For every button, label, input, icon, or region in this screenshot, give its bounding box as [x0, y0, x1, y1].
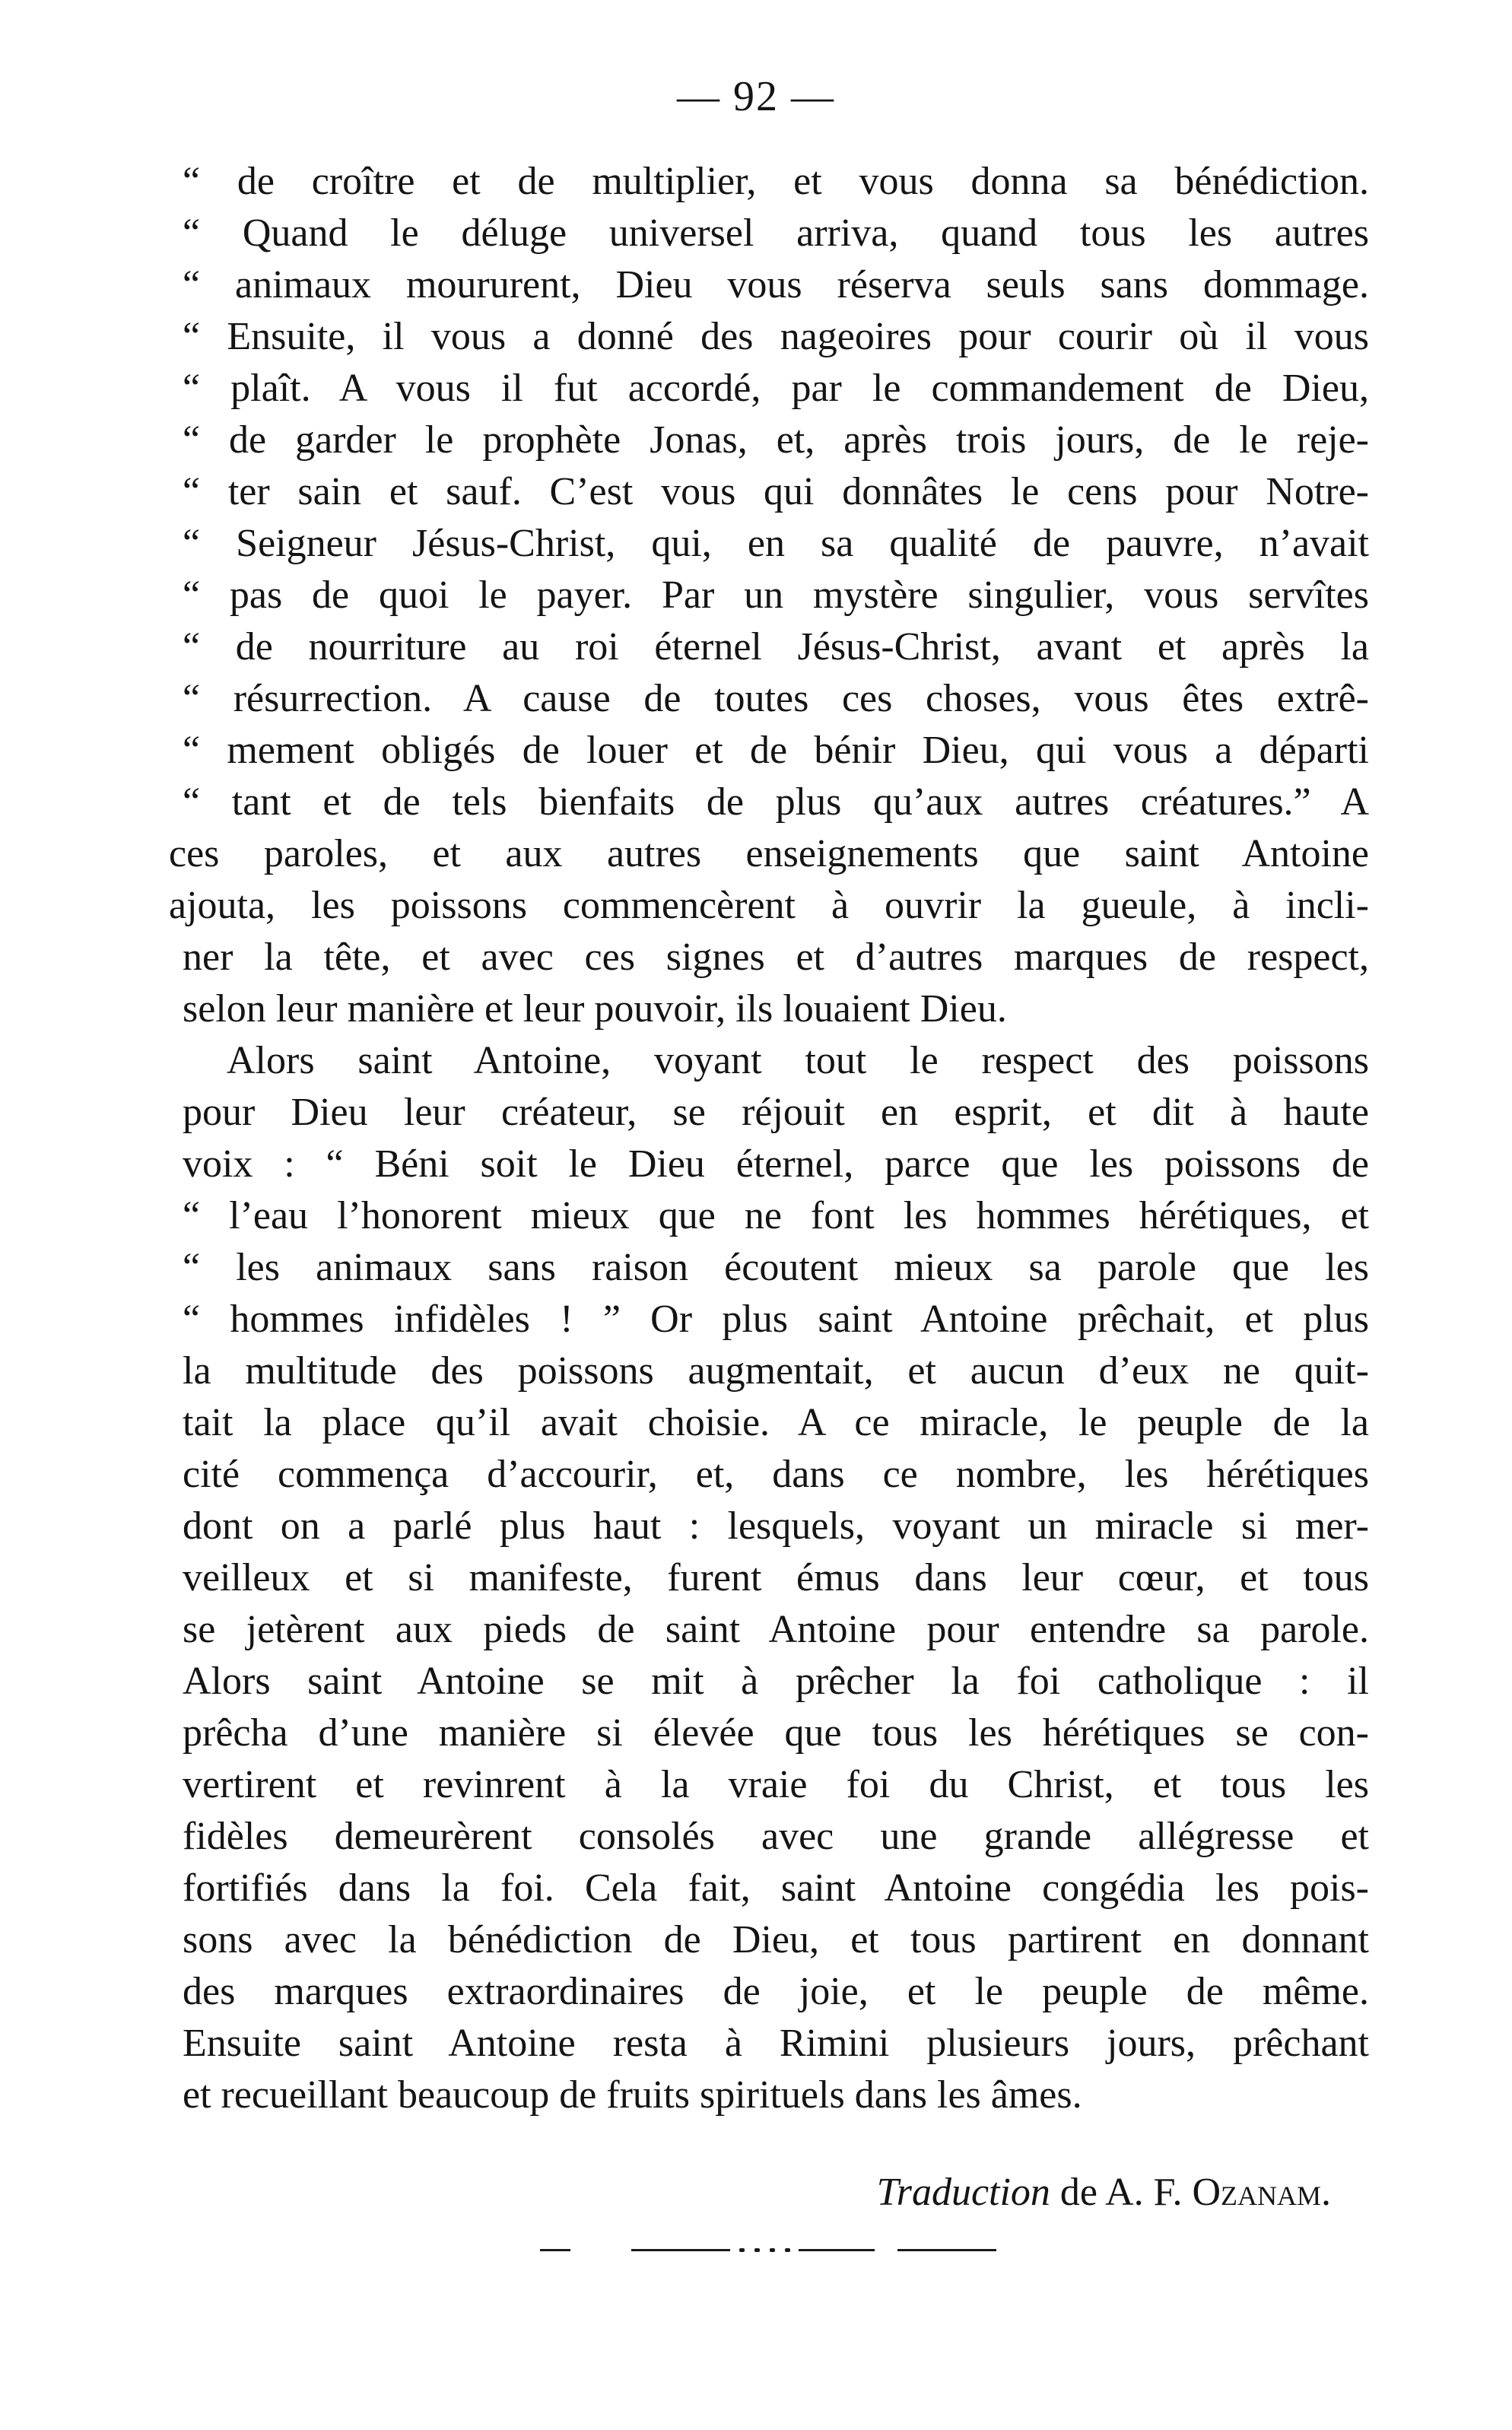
text-line: Ensuite saint Antoine resta à Rimini plusieurs jours, prêchant [183, 2022, 1369, 2065]
text-line: la multitude des poissons augmentait, et aucun d’eux ne quit- [183, 1349, 1369, 1393]
text-line: “ de nourriture au roi éternel Jésus-Christ, avant et après la [183, 625, 1369, 669]
text-line: cité commença d’accourir, et, dans ce nombre, les hérétiques [183, 1453, 1369, 1496]
text-line: dont on a parlé plus haut : lesquels, voyant un miracle si mer- [183, 1504, 1369, 1548]
text-line: des marques extraordinaires de joie, et le peuple de même. [183, 1970, 1369, 2013]
text-line: ner la tête, et avec ces signes et d’autres marques de respect, [183, 935, 1369, 979]
text-line: ces paroles, et aux autres enseignements que saint Antoine [169, 832, 1369, 875]
text-line: “ hommes infidèles ! ” Or plus saint Antoine prêchait, et plus [183, 1298, 1369, 1341]
text-line: ajouta, les poissons commencèrent à ouvrir la gueule, à incli- [169, 884, 1369, 927]
text-line: “ Seigneur Jésus-Christ, qui, en sa qualité de pauvre, n’avait [183, 522, 1369, 565]
text-line: vertirent et revinrent à la vraie foi du Christ, et tous les [183, 1763, 1369, 1806]
text-line: prêcha d’une manière si élevée que tous les hérétiques se con- [183, 1711, 1369, 1755]
text-line: sons avec la bénédiction de Dieu, et tous partirent en donnant [183, 1918, 1369, 1961]
text-line: “ de croître et de multiplier, et vous donna sa bénédiction. [183, 160, 1369, 203]
text-line: “ ter sain et sauf. C’est vous qui donnâtes le cens pour Notre- [183, 470, 1369, 513]
text-line: fortifiés dans la foi. Cela fait, saint Antoine congédia les pois- [183, 1866, 1369, 1910]
text-line: “ animaux moururent, Dieu vous réserva seuls sans dommage. [183, 263, 1369, 307]
text-line: “ mement obligés de louer et de bénir Dieu, qui vous a départi [183, 729, 1369, 772]
text-line: voix : “ Béni soit le Dieu éternel, parce que les poissons de [183, 1142, 1369, 1186]
text-line: “ pas de quoi le payer. Par un mystère singulier, vous servîtes [183, 573, 1369, 617]
translator-credit [753, 2170, 1331, 2215]
text-line: “ Ensuite, il vous a donné des nageoires pour courir où il vous [183, 315, 1369, 358]
text-line: fidèles demeurèrent consolés avec une grande allégresse et [183, 1815, 1369, 1858]
text-line: “ plaît. A vous il fut accordé, par le commandement de Dieu, [183, 367, 1369, 410]
credit-name: Ozanam. [1192, 2171, 1331, 2214]
text-line: “ tant et de tels bienfaits de plus qu’aux autres créatures.” A [183, 780, 1369, 824]
text-line: “ l’eau l’honorent mieux que ne font les hommes hérétiques, et [183, 1194, 1369, 1237]
paragraph-first-line: Alors saint Antoine, voyant tout le respect des poissons [227, 1039, 1369, 1082]
text-line: Alors saint Antoine se mit à prêcher la foi catholique : il [183, 1660, 1369, 1703]
ornamental-divider [540, 2247, 996, 2252]
page-number: — 92 — [677, 73, 835, 120]
credit-prefix: Traduction [876, 2171, 1050, 2214]
text-line: “ de garder le prophète Jonas, et, après trois jours, de le reje- [183, 418, 1369, 462]
text-line: tait la place qu’il avait choisie. A ce miracle, le peuple de la [183, 1401, 1369, 1444]
text-line: “ résurrection. A cause de toutes ces choses, vous êtes extrê- [183, 677, 1369, 720]
text-line: se jetèrent aux pieds de saint Antoine pour entendre sa parole. [183, 1608, 1369, 1651]
text-line: veilleux et si manifeste, furent émus dans leur cœur, et tous [183, 1556, 1369, 1599]
text-line: “ Quand le déluge universel arriva, quand tous les autres [183, 211, 1369, 255]
text-line: et recueillant beaucoup de fruits spirituels dans les âmes. [183, 2073, 1082, 2117]
text-line: pour Dieu leur créateur, se réjouit en esprit, et dit à haute [183, 1091, 1369, 1134]
text-line: selon leur manière et leur pouvoir, ils louaient Dieu. [183, 987, 1007, 1031]
text-line: “ les animaux sans raison écoutent mieux sa parole que les [183, 1246, 1369, 1289]
credit-middle: de A. F. [1050, 2171, 1193, 2214]
body-text [169, 156, 1369, 2121]
